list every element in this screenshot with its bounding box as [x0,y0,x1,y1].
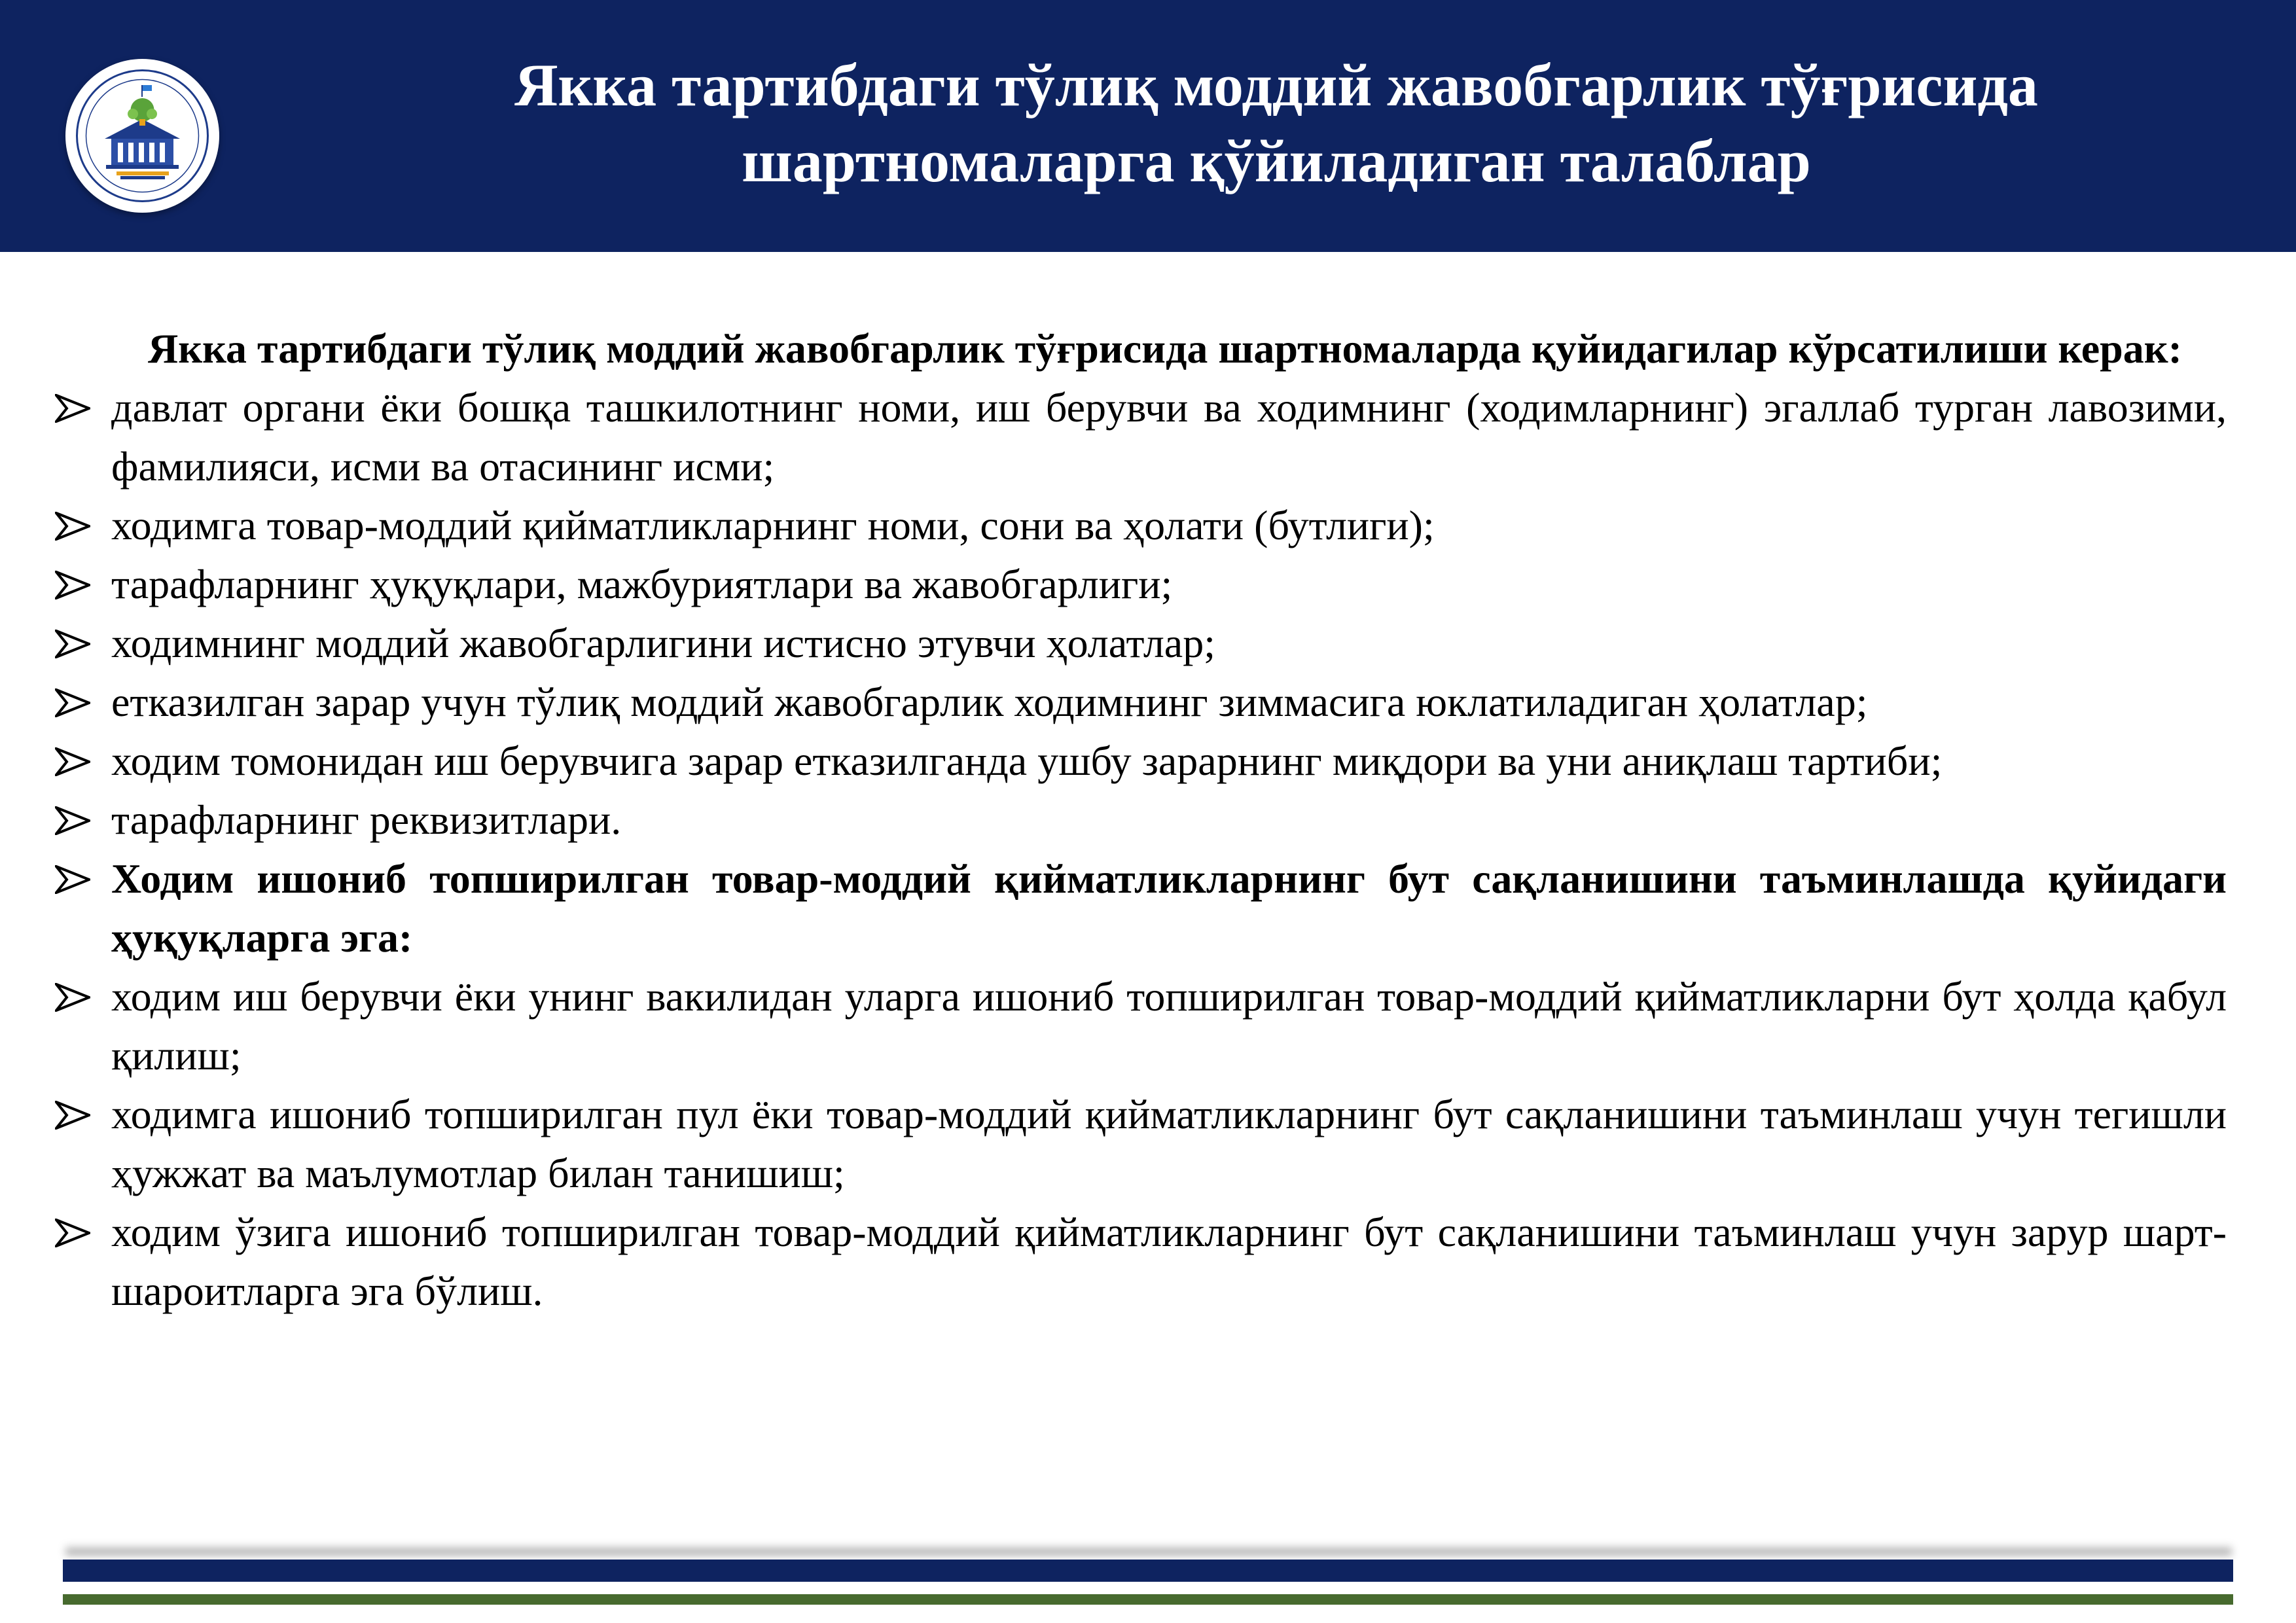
institution-emblem-icon [65,59,219,213]
list-item-text: ходимга товар-моддий қийматликларнинг номи, сони ва ҳолати (бутлиги); [111,502,1435,548]
arrow-bullet-icon [55,571,90,599]
footer-bar-green [63,1594,2233,1605]
list-item-text: ходим томонидан иш берувчига зарар етказилганда ушбу зарарнинг миқдори ва уни аниқлаш тартиби; [111,738,1943,784]
logo-graphic [65,59,219,213]
list-item-text: ходим иш берувчи ёки унинг вакилидан уларга ишониб топширилган товар-моддий қийматликларни бут ҳолда қабул қилиш; [111,973,2227,1079]
arrow-bullet-icon [55,1101,90,1130]
list-item [50,732,2227,791]
list-item [50,791,2227,849]
arrow-bullet-icon [55,747,90,776]
header-banner [0,0,2296,252]
arrow-bullet-icon [55,983,90,1012]
page-title-line-1: Якка тартибдаги тўлиқ моддий жавобгарлик тўғрисида [514,52,2038,118]
arrow-bullet-icon [55,1219,90,1247]
list-item [50,1085,2227,1203]
list-item [50,1203,2227,1321]
list-item [50,673,2227,732]
list-item-text: тарафларнинг реквизитлари. [111,796,622,843]
arrow-bullet-icon [55,512,90,541]
list-item [50,378,2227,496]
list-item [50,496,2227,555]
arrow-bullet-icon [55,688,90,717]
list-item-text: тарафларнинг ҳуқуқлари, мажбуриятлари ва жавобгарлиги; [111,561,1173,607]
list-item-text: ходимнинг моддий жавобгарлигини истисно этувчи ҳолатлар; [111,620,1215,666]
arrow-bullet-icon [55,630,90,658]
page-title [301,47,2251,199]
list-item [50,967,2227,1085]
list-item-text: ходим ўзига ишониб топширилган товар-моддий қийматликларнинг бут сақланишини таъминлаш учун зарур шарт-шароитларга эга бўлиш. [111,1209,2227,1314]
list-item [50,614,2227,673]
document-body [50,319,2227,1321]
list-item [50,555,2227,614]
list-item-heading [50,849,2227,967]
list-item-text: етказилган зарар учун тўлиқ моддий жавобгарлик ходимнинг зиммасига юклатиладиган ҳолатлар; [111,679,1868,725]
page-title-line-2: шартномаларга қўйиладиган талаблар [742,128,1811,194]
footer-shadow [65,1544,2232,1555]
intro-paragraph: Якка тартибдаги тўлиқ моддий жавобгарлик тўғрисида шартномаларда қуйидагилар кўрсатилиши керак: [148,325,2182,372]
list-item-text: ходимга ишониб топширилган пул ёки товар-моддий қийматликларнинг бут сақланишини таъминлаш учун тегишли ҳужжат ва маълумотлар билан танишиш; [111,1091,2227,1196]
arrow-bullet-icon [55,806,90,835]
footer-bar-blue [63,1560,2233,1582]
arrow-bullet-icon [55,394,90,423]
arrow-bullet-icon [55,865,90,894]
list-item-text: давлат органи ёки бошқа ташкилотнинг номи, иш берувчи ва ходимнинг (ходимларнинг) эгаллаб турган лавозими, фамилияси, исми ва отасининг исми; [111,384,2227,490]
list-item-text: Ходим ишониб топширилган товар-моддий қийматликларнинг бут сақланишини таъминлашда қуйидаги ҳуқуқларга эга: [111,855,2227,961]
